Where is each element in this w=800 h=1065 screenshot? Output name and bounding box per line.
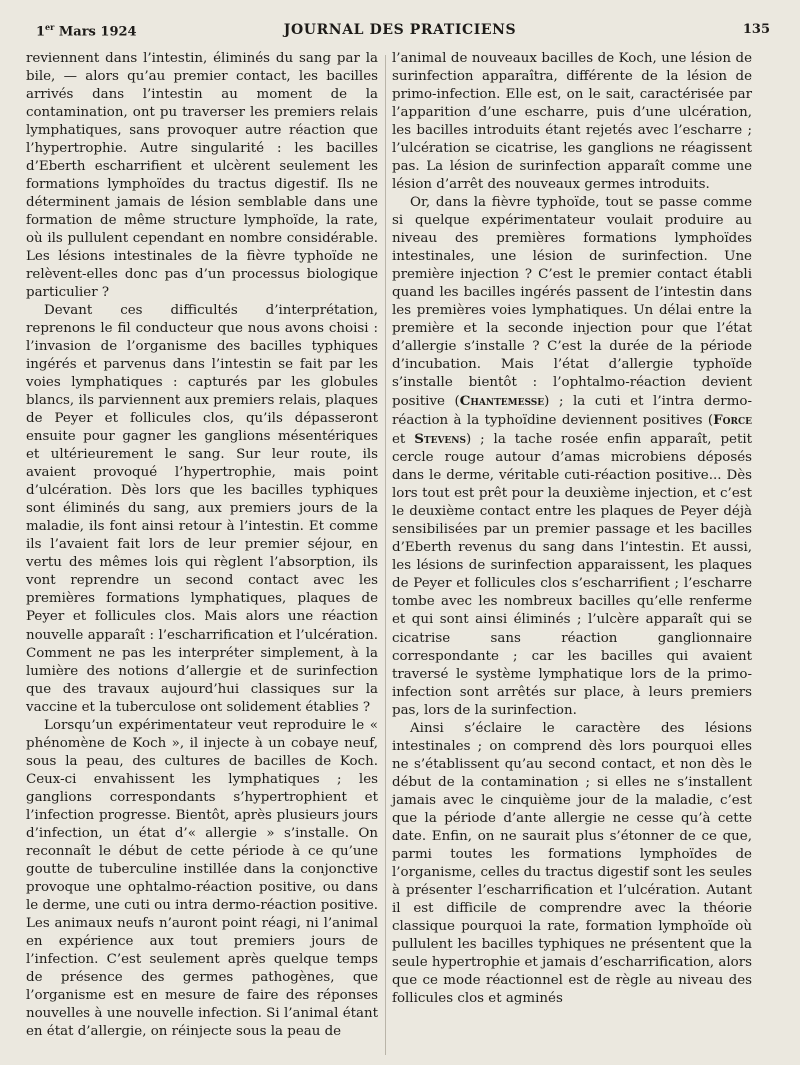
left-paragraph-3: Lorsqu’un expérimentateur veut reproduire le « phénomène de Koch », il injecte à un cobaye neuf, sous la peau, des cultures de bacilles de Koch. Ceux-ci envahissent les lymphatiques ; les ganglions correspondants s’hypertrophient et l’infection progresse. Bientôt, après plusieurs jours d’infection, un état d’« allergie » s’installe. On reconnaît le début de cette période à ce qu’une goutte de tuberculine instillée dans la conjonctive provoque une ophtalmo-réaction positive, ou dans le derme, une cuti ou intra dermo-réaction positive. Les animaux neufs n’auront point réagi, ni l’animal en expérience aux tout premiers jours de l’infection. C’est seulement après quelque temps de présence des germes pathogènes, que l’organisme est en mesure de faire des réponses nouvelles à une nouvelle infection. Si l’animal étant en état d’allergie, on réinjecte sous la peau de <box>26 717 378 1039</box>
right-paragraph-1: l’animal de nouveaux bacilles de Koch, une lésion de surinfection apparaîtra, différente de la lésion de primo-infection. Elle est, on le sait, caractérisée par l’apparition d’une escharre, puis d’une ulcération, les bacilles introduits étant rejetés avec l’escharre ; l’ulcération se cicatrise, les ganglions ne réagissent pas. La lésion de surinfection apparaît comme une lésion d’arrêt des nouveaux germes introduits. <box>392 51 752 193</box>
page-number: 135 <box>742 22 770 37</box>
author-name-chantemesse: Chantemesse <box>459 393 545 410</box>
right-paragraph-2: Or, dans la fièvre typhoïde, tout se passe comme si quelque expérimentateur voulait produire au niveau des premières formations lymphoïdes intestinales, une lésion de surinfection. Une première injection ? C’est le premier contact établi quand les bacilles ingérés passent de l’intestin dans les premières voies lymphatiques. Un délai entre la première et la seconde injection pour que l’état d’allergie s’installe ? C’est la durée de la période d’incubation. Mais l’état d’allergie typhoïde s’installe bientôt : l’ophtalmo-réaction devient positive (Chantemesse) ; la cuti et l’intra dermo-réaction à la typhoïdine deviennent positives (Force et Stevens) ; la tache rosée enfin apparaît, petit cercle rouge autour d’amas microbiens déposés dans le derme, véritable cuti-réaction positive... Dès lors tout est prêt pour la deuxième injection, et c’est le deuxième contact entre les plaques de Peyer déjà sensibilisées par un premier passage et les bacilles d’Eberth revenus du sang dans l’intestin. Et aussi, les lésions de surinfection apparaissent, les plaques de Peyer et follicules clos s’escharrifient ; l’escharre tombe avec les nombreux bacilles qu’elle renferme et qui sont ainsi éliminés ; l’ulcère apparaît qui se cicatrise sans réaction ganglionnaire correspondante ; car les bacilles qui avaient traversé le système lymphatique lors de la primo-infection sont arrêtés sur place, à leurs premiers pas, lors de la surinfection. <box>392 195 752 718</box>
column-divider <box>385 55 386 1055</box>
left-column <box>26 50 378 1041</box>
left-paragraph-1: reviennent dans l’intestin, éliminés du sang par la bile, — alors qu’au premier contact, les bacilles arrivés dans l’intestin au moment de la contamination, ont pu traverser les premiers relais lymphatiques, sans provoquer autre réaction que l’hypertrophie. Autre singularité : les bacilles d’Eberth escharrifient et ulcèrent seulement les formations lymphoïdes du tractus digestif. Ils ne déterminent jamais de lésion semblable dans une formation de même structure lymphoïde, la rate, où ils pullulent cependant en nombre considérable. Les lésions intestinales de la fièvre typhoïde ne relèvent-elles donc pas d’un processus biologique particulier ? <box>26 51 378 301</box>
left-paragraph-2: Devant ces difficultés d’interprétation, reprenons le fil conducteur que nous avons choisi : l’invasion de l’organisme des bacilles typhiques ingérés et parvenus dans l’intestin se fait par les voies lymphatiques : capturés par les globules blancs, ils parviennent aux premiers relais, plaques de Peyer et follicules clos, qu’ils dépasseront ensuite pour gagner les ganglions mésentériques et ultérieurement le sang. Sur leur route, ils avaient provoqué l’hypertrophie, mais point d’ulcération. Dès lors que les bacilles typhiques sont éliminés du sang, aux premiers jours de la maladie, ils font ainsi retour à l’intestin. Et comme ils l’avaient fait lors de leur premier séjour, en vertu des mêmes lois qui règlent l’absorption, ils vont reprendre un second contact avec les premières formations lymphatiques, plaques de Peyer et follicules clos. Mais alors une réaction nouvelle apparaît : l’escharrification et l’ulcération. Comment ne pas les interpréter simplement, à la lumière des notions d’allergie et de surinfection que des travaux aujourd’hui classiques sur la vaccine et la tuberculose ont solidement établies ? <box>26 303 378 715</box>
author-name-force: Force <box>713 412 752 429</box>
journal-title: JOURNAL DES PRATICIENS <box>283 22 517 38</box>
author-name-stevens: Stevens <box>414 431 467 448</box>
right-paragraph-3: Ainsi s’éclaire le caractère des lésions intestinales ; on comprend dès lors pourquoi elles ne s’établissent qu’au second contact, et non dès le début de la contamination ; si elles ne s’installent jamais avec le cinquième jour de la maladie, c’est que la période d’ante allergie ne cesse qu’à cette date. Enfin, on ne saurait plus s’étonner de ce que, parmi toutes les formations lymphoïdes de l’organisme, celles du tractus digestif sont les seules à présenter l’escharrification et l’ulcération. Autant il est difficile de comprendre avec la théorie classique pourquoi la rate, formation lymphoïde où pullulent les bacilles typhiques ne présentent que la seule hypertrophie et jamais d’escharrification, alors que ce mode réactionnel est de règle au niveau des follicules clos et agminés <box>392 720 752 1006</box>
right-column <box>392 50 752 1008</box>
header-date: 1er Mars 1924 <box>36 22 137 40</box>
running-header <box>0 22 800 44</box>
